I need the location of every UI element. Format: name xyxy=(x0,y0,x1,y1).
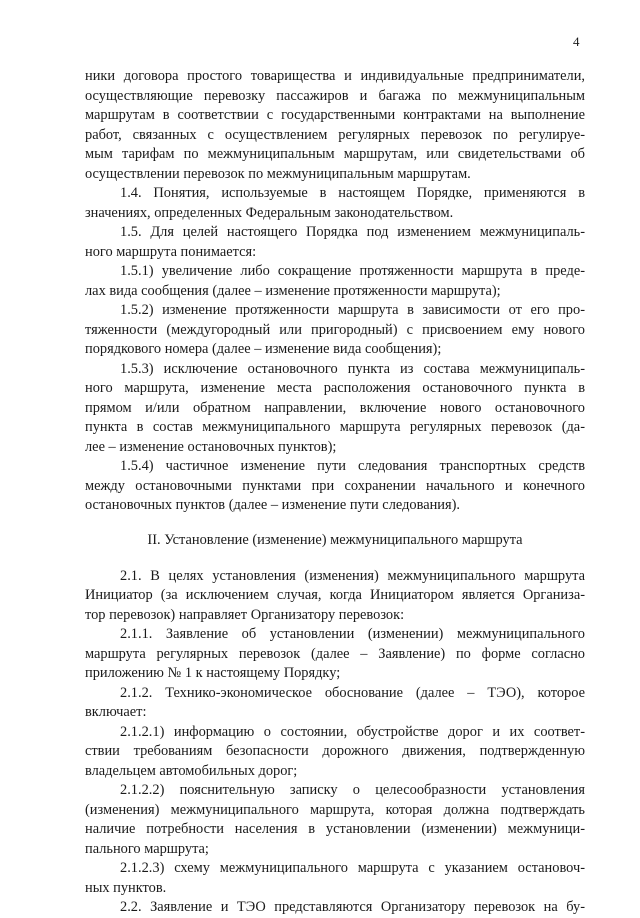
text-line: 2.1.2.1) информацию о состоянии, обустройстве дорог и их соответ- xyxy=(120,723,585,740)
text-line: пункта в состав межмуниципального маршрута регулярных перевозок (да- xyxy=(85,419,585,435)
paragraph xyxy=(85,625,585,684)
text-line: включает: xyxy=(85,704,147,720)
text-line: 1.5. Для целей настоящего Порядка под изменением межмуниципаль- xyxy=(120,224,585,240)
text-line: маршрутам в соответствии с государственными контрактами на выполнение xyxy=(85,107,585,123)
paragraph xyxy=(85,223,585,262)
paragraph xyxy=(85,781,585,859)
text-line: значениях, определенных Федеральным законодательством. xyxy=(85,204,454,221)
text-line: маршрута регулярных перевозок (далее – Заявление) по форме согласно xyxy=(85,645,585,662)
text-line: пального маршрута; xyxy=(85,840,209,857)
text-line: ного маршрута, изменение места расположения остановочного пункта в xyxy=(85,380,585,396)
text-line: 1.5.3) исключение остановочного пункта из состава межмуниципаль- xyxy=(120,360,585,377)
paragraph xyxy=(85,567,585,626)
section-2-text xyxy=(85,567,585,918)
text-line: мым тарифам по межмуниципальным маршрутам, или свидетельствами об xyxy=(85,146,585,162)
text-line: приложению № 1 к настоящему Порядку; xyxy=(85,665,341,681)
text-line: (изменения) межмуниципального маршрута, которая должна подтверждать xyxy=(85,801,585,818)
text-line: 1.5.4) частичное изменение пути следования транспортных средств xyxy=(120,458,585,474)
text-line: 1.5.2) изменение протяженности маршрута в зависимости от его про- xyxy=(120,302,585,318)
text-line: ного маршрута понимается: xyxy=(85,243,257,260)
text-line: работ, связанных с осуществлением регулярных перевозок по регулируе- xyxy=(85,126,585,143)
text-line: ники договора простого товарищества и индивидуальные предприниматели, xyxy=(85,68,585,84)
text-line: 2.2. Заявление и ТЭО представляются Организатору перевозок на бу- xyxy=(120,899,585,915)
text-line: тяженности (междугородный или пригородный) с присвоением ему нового xyxy=(85,321,585,338)
text-line: остановочных пунктов (далее – изменение пути следования). xyxy=(85,497,460,513)
document-body xyxy=(85,67,585,918)
text-line: ных пунктов. xyxy=(85,879,167,896)
text-line: Инициатор (за исключением случая, когда Инициатором является Организа- xyxy=(85,587,585,603)
paragraph xyxy=(85,67,585,184)
paragraph xyxy=(85,360,585,458)
paragraph xyxy=(85,723,585,782)
text-line: ствии требованиям безопасности дорожного движения, подтвержденную xyxy=(85,743,585,759)
text-line: 2.1. В целях установления (изменения) межмуниципального маршрута xyxy=(120,567,585,584)
text-line: 1.5.1) увеличение либо сокращение протяженности маршрута в преде- xyxy=(120,263,585,279)
paragraph xyxy=(85,898,585,918)
text-line: между остановочными пунктами при сохранении начального и конечного xyxy=(85,477,585,494)
paragraph xyxy=(85,262,585,301)
section-heading: II. Установление (изменение) межмуниципального маршрута xyxy=(147,531,523,548)
text-line: порядкового номера (далее – изменение вида сообщения); xyxy=(85,341,442,357)
text-line: владельцем автомобильных дорог; xyxy=(85,762,298,779)
text-line: тор перевозок) направляет Организатору перевозок: xyxy=(85,606,405,623)
paragraph xyxy=(85,684,585,723)
text-line: прямом и/или обратном направлении, включение нового остановочного xyxy=(85,399,585,416)
section-1-text xyxy=(85,67,585,516)
text-line: 2.1.2.3) схему межмуниципального маршрута с указанием остановоч- xyxy=(120,860,585,876)
paragraph xyxy=(85,457,585,516)
text-line: 2.1.1. Заявление об установлении (изменении) межмуниципального xyxy=(120,626,585,642)
page-number: 4 xyxy=(573,34,580,49)
paragraph xyxy=(85,859,585,898)
text-line: 1.4. Понятия, используемые в настоящем Порядке, применяются в xyxy=(120,185,585,201)
text-line: 2.1.2.2) пояснительную записку о целесообразности установления xyxy=(120,782,585,798)
text-line: наличие потребности населения в установлении (изменении) межмуници- xyxy=(85,821,585,837)
paragraph xyxy=(85,184,585,223)
text-line: 2.1.2. Технико-экономическое обоснование (далее – ТЭО), которое xyxy=(120,684,585,701)
text-line: осуществлении перевозок по межмуниципальным маршрутам. xyxy=(85,165,471,182)
paragraph xyxy=(85,301,585,360)
text-line: осуществляющие перевозку пассажиров и багажа по межмуниципальным xyxy=(85,87,585,104)
text-line: лах вида сообщения (далее – изменение протяженности маршрута); xyxy=(85,282,501,299)
text-line: лее – изменение остановочных пунктов); xyxy=(85,438,337,455)
